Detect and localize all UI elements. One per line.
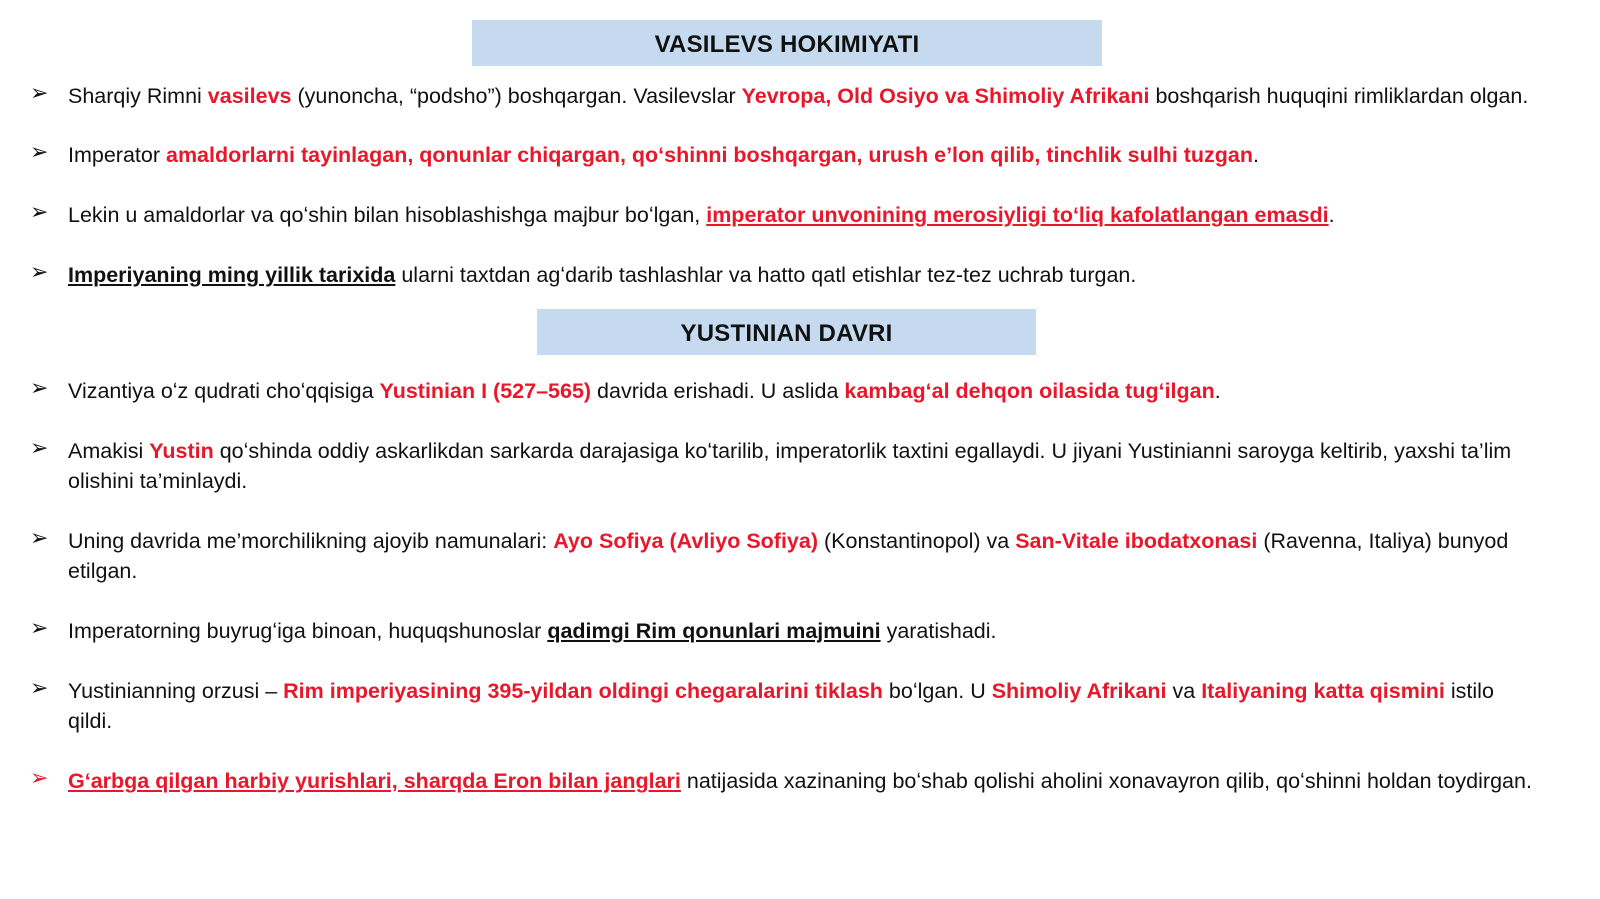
list-item	[30, 616, 1540, 646]
bullet-text: Yustinianning orzusi – Rim imperiyasining 395-yildan oldingi chegaralarini tiklash boʻlgan. U Shimoliy Afrikani va Italiyaning katta qismini istilo qildi.	[68, 679, 1494, 733]
bullet-text: Imperiyaning ming yillik tarixida ularni taxtdan agʻdarib tashlashlar va hatto qatl etishlar tez-tez uchrab turgan.	[68, 263, 1137, 287]
list-item	[30, 766, 1540, 796]
list-item	[30, 81, 1540, 111]
arrow-bullet-icon: ➢	[30, 80, 49, 105]
list-item	[30, 526, 1540, 586]
bullet-text: Lekin u amaldorlar va qoʻshin bilan hisoblashishga majbur boʻlgan, imperator unvonining merosiyligi toʻliq kafolatlangan emasdi.	[68, 203, 1335, 227]
list-item	[30, 140, 1540, 170]
list-item	[30, 200, 1540, 230]
section-title-yustinian: YUSTINIAN DAVRI	[537, 309, 1036, 355]
arrow-bullet-icon: ➢	[30, 259, 49, 284]
section-title-vasilevs: VASILEVS HOKIMIYATI	[472, 20, 1102, 66]
arrow-bullet-icon: ➢	[30, 615, 49, 640]
arrow-bullet-icon: ➢	[30, 765, 49, 790]
arrow-bullet-icon: ➢	[30, 525, 49, 550]
arrow-bullet-icon: ➢	[30, 199, 49, 224]
arrow-bullet-icon: ➢	[30, 435, 49, 460]
list-item	[30, 436, 1540, 496]
bullet-text: Imperatorning buyrugʻiga binoan, huquqshunoslar qadimgi Rim qonunlari majmuini yaratishadi.	[68, 619, 997, 643]
arrow-bullet-icon: ➢	[30, 675, 49, 700]
arrow-bullet-icon: ➢	[30, 375, 49, 400]
list-item	[30, 260, 1540, 290]
bullet-text: Imperator amaldorlarni tayinlagan, qonunlar chiqargan, qoʻshinni boshqargan, urush e’lon qilib, tinchlik sulhi tuzgan.	[68, 143, 1260, 167]
arrow-bullet-icon: ➢	[30, 139, 49, 164]
bullet-text: Uning davrida me’morchilikning ajoyib namunalari: Ayo Sofiya (Avliyo Sofiya) (Konstantinopol) va San-Vitale ibodatxonasi (Ravenna, Italiya) bunyod etilgan.	[68, 529, 1509, 583]
bullet-text: Gʻarbga qilgan harbiy yurishlari, sharqda Eron bilan janglari natijasida xazinaning boʻshab qolishi aholini xonavayron qilib, qoʻshinni holdan toydirgan.	[68, 769, 1532, 793]
bullet-text: Vizantiya oʻz qudrati choʻqqisiga Yustinian I (527–565) davrida erishadi. U aslida kambagʻal dehqon oilasida tugʻilgan.	[68, 379, 1221, 403]
list-item	[30, 676, 1540, 736]
list-item	[30, 376, 1540, 406]
bullet-text: Amakisi Yustin qoʻshinda oddiy askarlikdan sarkarda darajasiga koʻtarilib, imperatorlik taxtini egallaydi. U jiyani Yustinianni saroyga keltirib, yaxshi ta’lim olishini ta’minlaydi.	[68, 439, 1512, 493]
bullet-text: Sharqiy Rimni vasilevs (yunoncha, “podsho”) boshqargan. Vasilevslar Yevropa, Old Osiyo va Shimoliy Afrikani boshqarish huquqini rimliklardan olgan.	[68, 84, 1529, 108]
